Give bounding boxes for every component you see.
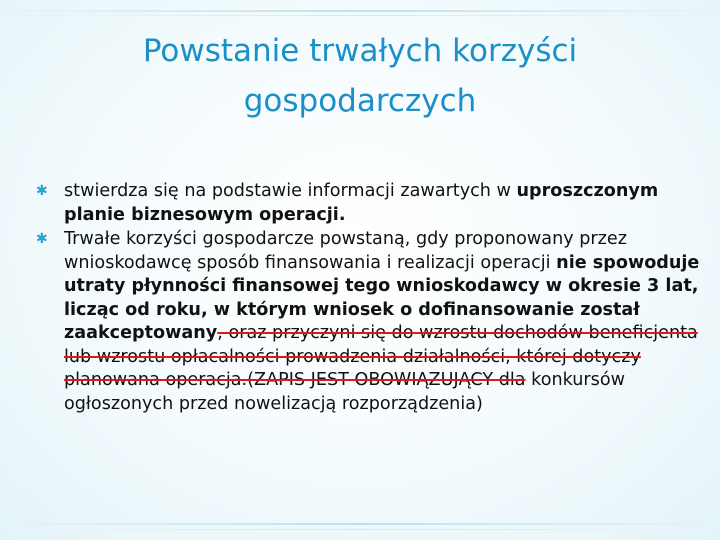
decorative-line-bottom [0, 523, 720, 525]
bullet-item [36, 228, 700, 416]
bullet-text-bold: uproszczonym planie biznesowym operacji. [64, 181, 659, 225]
bullet-list [36, 180, 700, 417]
decorative-line-bottom-thin [0, 529, 720, 530]
decorative-line-top [0, 10, 720, 12]
decorative-line-top-thin [0, 15, 720, 16]
slide-title-line-2: gospodarczych [243, 83, 477, 119]
asterisk-bullet-icon: ✱ [36, 183, 48, 199]
struck-through-text: , oraz przyczyni się do wzrostu dochodów beneficjenta lub wzrostu opłacalności prowadzenia działalności, której dotyczy planowana operacja.(ZAPIS JEST OBOWIĄZUJĄCY dla [64, 323, 698, 390]
bullet-text-bold: nie spowoduje utraty płynności finansowej tego wnioskodawcy w okresie 3 lat, licząc od roku, w którym wniosek o dofinansowanie został zaakceptowany [64, 252, 700, 343]
bullet-text: stwierdza się na podstawie informacji zawartych w [64, 181, 517, 201]
slide-title [60, 26, 660, 126]
bullet-text: Trwałe korzyści gospodarcze powstaną, gdy proponowany przez wnioskodawcę sposób finansowania i realizacji operacji [64, 229, 627, 273]
bullet-item [36, 180, 700, 227]
asterisk-bullet-icon: ✱ [36, 231, 48, 247]
slide-title-line-1: Powstanie trwałych korzyści [142, 33, 578, 69]
bullet-text-tail: konkursów ogłoszonych przed nowelizacją rozporządzenia) [64, 370, 625, 414]
